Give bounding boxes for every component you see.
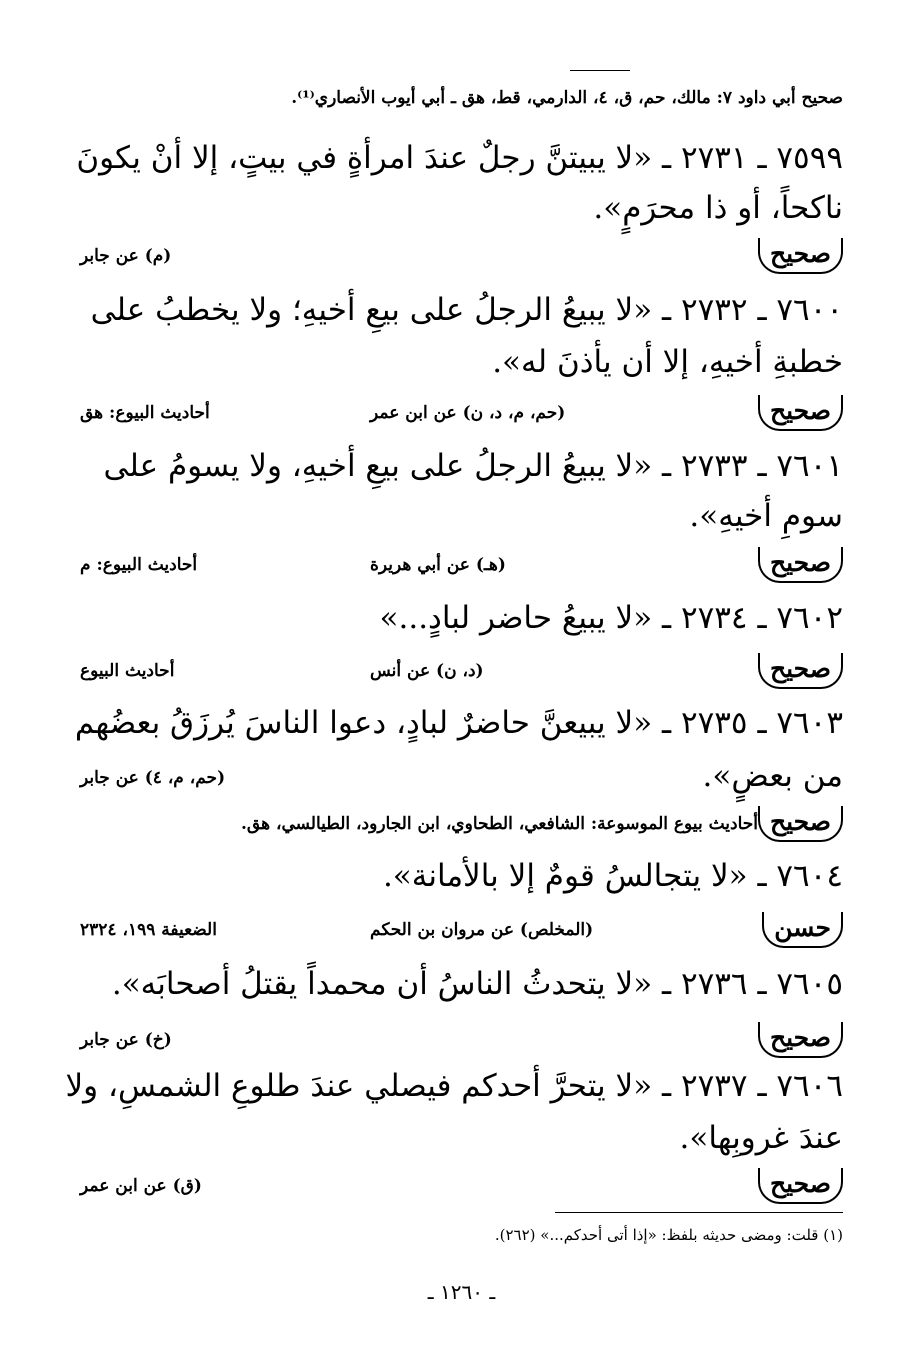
hadith-reference: أحاديث بيوع الموسوعة: الشافعي، الطحاوي، ابن الجارود، الطيالسي، هق. bbox=[241, 814, 758, 834]
hadith-7600-grade-row bbox=[80, 395, 843, 435]
hadith-source: (خ) عن جابر bbox=[80, 1030, 172, 1050]
hadith-7603-line1: ٧٦٠٣ ـ ٢٧٣٥ ـ «لا يبيعنَّ حاضرٌ لبادٍ، دعوا الناسَ يُرزَقُ بعضُهم bbox=[74, 705, 843, 741]
hadith-7599-line1: ٧٥٩٩ ـ ٢٧٣١ ـ «لا يبيتنَّ رجلٌ عندَ امرأةٍ في بيتٍ، إلا أنْ يكونَ bbox=[76, 140, 843, 176]
hadith-source: (المخلص) عن مروان بن الحكم bbox=[370, 920, 594, 940]
hadith-reference: أحاديث البيوع: م bbox=[80, 555, 198, 575]
header-line: صحيح أبي داود ٧: مالك، حم، ق، ٤، الدارمي، قط، هق ـ أبي أيوب الأنصاري⁽¹⁾. bbox=[291, 88, 843, 108]
hadith-7606-line2: عندَ غروبِها». bbox=[679, 1120, 843, 1156]
footnote: (١) قلت: ومضى حديثه بلفظ: «إذا أتى أحدكم...» (٢٦٢). bbox=[494, 1226, 843, 1244]
grade-badge: صحيح bbox=[758, 1022, 843, 1058]
hadith-reference: أحاديث البيوع: هق bbox=[80, 403, 210, 423]
hadith-7600-line1: ٧٦٠٠ ـ ٢٧٣٢ ـ «لا يبيعُ الرجلُ على بيعِ أخيهِ؛ ولا يخطبُ على bbox=[90, 292, 843, 328]
hadith-7601-grade-row bbox=[80, 547, 843, 587]
hadith-7602-line1: ٧٦٠٢ ـ ٢٧٣٤ ـ «لا يبيعُ حاضر لبادٍ...» bbox=[379, 600, 843, 636]
grade-badge: صحيح bbox=[758, 547, 843, 583]
hadith-source: (هـ) عن أبي هريرة bbox=[370, 555, 506, 575]
hadith-7605-grade-row bbox=[80, 1022, 843, 1062]
hadith-7601-line1: ٧٦٠١ ـ ٢٧٣٣ ـ «لا يبيعُ الرجلُ على بيعِ أخيهِ، ولا يسومُ على bbox=[103, 448, 843, 484]
hadith-source: (د، ن) عن أنس bbox=[370, 661, 484, 681]
hadith-7604-grade-row bbox=[80, 912, 843, 952]
hadith-7601-line2: سومِ أخيهِ». bbox=[689, 498, 843, 534]
hadith-reference: أحاديث البيوع bbox=[80, 661, 175, 681]
hadith-source: (م) عن جابر bbox=[80, 246, 172, 266]
grade-badge: حسن bbox=[762, 912, 843, 948]
grade-badge: صحيح bbox=[758, 1168, 843, 1204]
page-number: ـ ١٢٦٠ ـ bbox=[427, 1280, 496, 1304]
hadith-source: (حم، م، ٤) عن جابر bbox=[80, 768, 226, 788]
footnote-rule bbox=[555, 1212, 843, 1213]
hadith-source: (ق) عن ابن عمر bbox=[80, 1176, 202, 1196]
grade-badge: صحيح bbox=[758, 395, 843, 431]
hadith-7606-grade-row bbox=[80, 1168, 843, 1208]
hadith-7604-line1: ٧٦٠٤ ـ «لا يتجالسُ قومٌ إلا بالأمانة». bbox=[382, 858, 843, 894]
hadith-source: (حم، م، د، ن) عن ابن عمر bbox=[370, 403, 566, 423]
hadith-7603-grade-row bbox=[80, 806, 843, 846]
hadith-7599-grade-row bbox=[80, 238, 843, 278]
hadith-reference: الضعيفة ١٩٩، ٢٣٢٤ bbox=[80, 920, 217, 940]
hadith-7606-line1: ٧٦٠٦ ـ ٢٧٣٧ ـ «لا يتحرَّ أحدكم فيصلي عندَ طلوعِ الشمسِ، ولا bbox=[65, 1068, 843, 1104]
grade-badge: صحيح bbox=[758, 238, 843, 274]
hadith-7599-line2: ناكحاً، أو ذا محرَمٍ». bbox=[593, 190, 843, 226]
hadith-7603-line2: من بعضٍ». bbox=[702, 758, 843, 794]
hadith-7600-line2: خطبةِ أخيهِ، إلا أن يأذنَ له». bbox=[492, 344, 843, 380]
hadith-7602-grade-row bbox=[80, 653, 843, 693]
top-rule bbox=[570, 70, 630, 71]
grade-badge: صحيح bbox=[758, 653, 843, 689]
grade-badge: صحيح bbox=[758, 806, 843, 842]
hadith-7605-line1: ٧٦٠٥ ـ ٢٧٣٦ ـ «لا يتحدثُ الناسُ أن محمداً يقتلُ أصحابَه». bbox=[111, 966, 843, 1002]
